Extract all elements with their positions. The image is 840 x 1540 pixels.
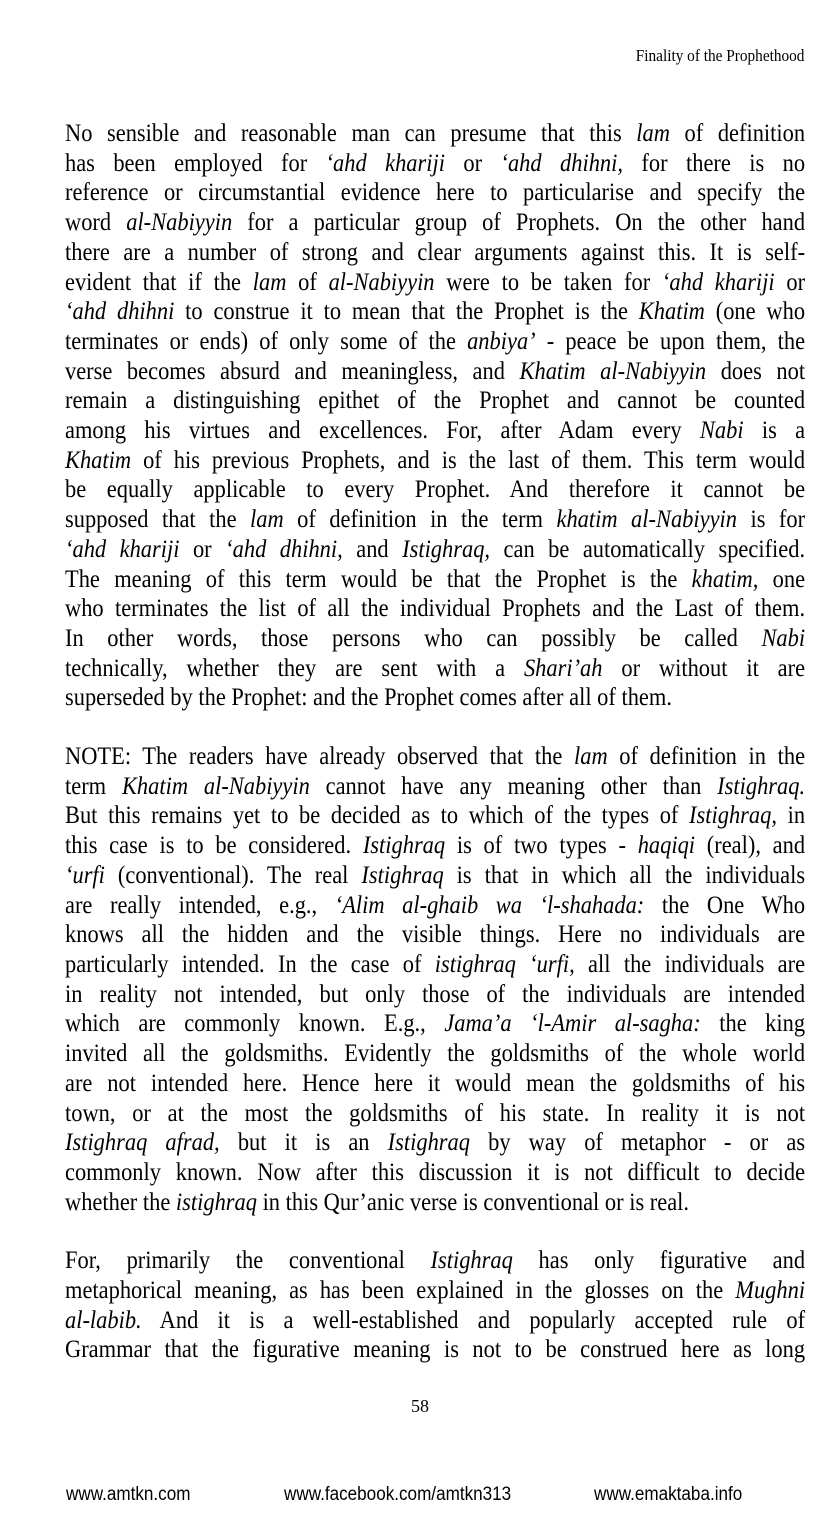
text-run: or xyxy=(444,147,501,177)
text-run: supposed that the xyxy=(65,504,251,534)
text-run: But this remains yet to be decided as to which of the types of xyxy=(65,800,690,830)
text-run: were to be taken for xyxy=(434,266,662,296)
text-run: there are a number of strong and clear arguments against this. It is self- xyxy=(65,236,806,266)
text-run: evident that if the xyxy=(65,266,253,296)
text-line xyxy=(65,949,805,979)
text-line xyxy=(65,1038,805,1068)
italic-term: lam xyxy=(252,266,287,296)
text-run: whether the xyxy=(65,1186,176,1216)
text-run: in this Qur’anic verse is conventional or is real. xyxy=(256,1186,690,1216)
text-run: is that in which all the individuals xyxy=(443,859,806,889)
text-run: of his previous Prophets, and is the last of them. This term would xyxy=(131,444,806,474)
text-line xyxy=(65,1127,805,1157)
text-run: can be automatically specified. xyxy=(490,533,806,563)
text-run: has been employed for xyxy=(65,147,326,177)
text-line xyxy=(65,1098,805,1128)
italic-term: Istighraq xyxy=(430,1245,513,1275)
text-run: or xyxy=(774,266,806,296)
text-line xyxy=(65,979,805,1009)
italic-term: Istighraq xyxy=(387,1127,470,1157)
italic-term: Istighraq, xyxy=(402,533,491,563)
italic-term: lam xyxy=(250,504,284,534)
text-run: cannot have any meaning other than xyxy=(309,770,718,800)
italic-term: Istighraq afrad, xyxy=(65,1127,220,1157)
text-run: invited all the goldsmiths. Evidently the goldsmiths of the whole world xyxy=(65,1038,806,1068)
text-run: who terminates the list of all the individual Prophets and the Last of them. xyxy=(65,593,806,623)
text-run: the One Who xyxy=(644,889,806,919)
italic-term: Mughni xyxy=(735,1275,806,1305)
text-run: No sensible and reasonable man can presume that this xyxy=(65,118,637,147)
text-line xyxy=(65,118,805,148)
text-run: which are commonly known. E.g., xyxy=(65,1008,445,1038)
italic-term: al-labib. xyxy=(65,1304,142,1334)
text-run: - peace be upon them, the xyxy=(535,325,806,355)
text-run: for there is no xyxy=(623,147,806,177)
text-run: of definition in the xyxy=(607,741,806,771)
text-line xyxy=(65,445,805,475)
text-run: NOTE: The readers have already observed that the xyxy=(65,741,574,771)
text-run: and xyxy=(342,533,403,563)
italic-term: Khatim xyxy=(65,444,132,474)
text-run: reference or circumstantial evidence here to particularise and specify the xyxy=(65,177,806,207)
paragraph xyxy=(65,1245,805,1364)
body-text xyxy=(65,118,805,1393)
italic-term: khatim, xyxy=(691,563,759,593)
text-run: superseded by the Prophet: and the Prophet comes after all of them. xyxy=(65,682,672,712)
text-run: of xyxy=(286,266,329,296)
text-line xyxy=(65,593,805,623)
text-run: technically, whether they are sent with a xyxy=(65,652,524,682)
italic-term: al-Nabiyyin xyxy=(328,266,435,296)
text-line xyxy=(65,564,805,594)
text-line xyxy=(65,474,805,504)
footer-link-amtkn[interactable]: www.amtkn.com xyxy=(66,1484,191,1505)
text-line xyxy=(65,1305,805,1335)
text-line xyxy=(65,1157,805,1187)
italic-term: ‘ahd khariji xyxy=(661,266,775,296)
text-run: word xyxy=(65,207,127,237)
text-run: are not intended here. Hence here it would mean the goldsmiths of his xyxy=(65,1067,806,1097)
text-line xyxy=(65,356,805,386)
text-run: (conventional). The real xyxy=(104,859,362,889)
italic-term: ‘ahd dhihni xyxy=(65,296,175,326)
text-run: is of two types - xyxy=(445,830,638,860)
text-line xyxy=(65,415,805,445)
text-line xyxy=(65,682,805,712)
text-run: is for xyxy=(736,504,806,534)
text-line xyxy=(65,830,805,860)
footer-link-facebook[interactable]: www.facebook.com/amtkn313 xyxy=(284,1484,512,1505)
text-line xyxy=(65,267,805,297)
footer-link-emaktaba[interactable]: www.emaktaba.info xyxy=(594,1484,743,1505)
text-line xyxy=(65,741,805,771)
italic-term: Shari’ah xyxy=(523,652,603,682)
text-line xyxy=(65,653,805,683)
running-header: Finality of the Prophethood xyxy=(635,46,804,65)
text-line xyxy=(65,800,805,830)
text-line xyxy=(65,296,805,326)
italic-term: Khatim al-Nabiyyin xyxy=(519,355,707,385)
text-run: Grammar that the figurative meaning is not to be construed here as long xyxy=(65,1334,806,1364)
italic-term: Jama’a ‘l-Amir al-sagha: xyxy=(444,1008,701,1038)
italic-term: ‘Alim al-ghaib wa ‘l-shahada: xyxy=(334,889,645,919)
text-run: be equally applicable to every Prophet. And therefore it cannot be xyxy=(65,474,806,504)
text-line xyxy=(65,385,805,415)
italic-term: istighraq xyxy=(175,1186,257,1216)
text-run: (one who xyxy=(704,296,806,326)
text-run: the king xyxy=(700,1008,806,1038)
italic-term: haqiqi xyxy=(637,830,696,860)
text-run: verse becomes absurd and meaningless, and xyxy=(65,355,520,385)
italic-term: Istighraq, xyxy=(689,800,777,830)
text-line xyxy=(65,148,805,178)
text-run: And it is a well-established and popularly accepted rule of xyxy=(141,1304,806,1334)
text-run: to construe it to mean that the Prophet is the xyxy=(174,296,639,326)
text-run: or without it are xyxy=(602,652,806,682)
paragraph xyxy=(65,118,805,712)
text-run: remain a distinguishing epithet of the Prophet and cannot be counted xyxy=(65,385,806,415)
text-run: or xyxy=(179,533,226,563)
text-run: has only figurative and xyxy=(512,1245,806,1275)
italic-term: ‘urfi xyxy=(65,859,105,889)
text-line xyxy=(65,623,805,653)
text-run: commonly known. Now after this discussion it is not difficult to decide xyxy=(65,1156,806,1186)
text-run: (real), and xyxy=(695,830,806,860)
italic-term: al-Nabiyyin xyxy=(126,207,233,237)
text-run: terminates or ends) of only some of the xyxy=(65,325,468,355)
page-number: 58 xyxy=(411,1396,429,1416)
italic-term: Khatim al-Nabiyyin xyxy=(121,770,310,800)
text-run: by way of metaphor - or as xyxy=(469,1127,806,1157)
text-run: metaphorical meaning, as has been explained in the glosses on the xyxy=(65,1275,736,1305)
text-run: term xyxy=(65,770,122,800)
italic-term: Nabi xyxy=(699,415,744,445)
text-line xyxy=(65,504,805,534)
text-line xyxy=(65,1008,805,1038)
text-line xyxy=(65,1275,805,1305)
italic-term: ‘ahd dhihni, xyxy=(225,533,343,563)
text-run: of definition in the term xyxy=(283,504,557,534)
text-run: particularly intended. In the case of xyxy=(65,948,435,978)
text-run: this case is to be considered. xyxy=(65,830,363,860)
italic-term: khatim al-Nabiyyin xyxy=(556,504,737,534)
text-line xyxy=(65,919,805,949)
paragraph xyxy=(65,741,805,1216)
text-run: all the individuals are xyxy=(574,948,806,978)
text-line xyxy=(65,177,805,207)
italic-term: lam xyxy=(636,118,670,147)
text-line xyxy=(65,326,805,356)
text-run: in reality not intended, but only those of the individuals are intended xyxy=(65,978,806,1008)
italic-term: Istighraq. xyxy=(717,770,806,800)
italic-term: ‘ahd khariji xyxy=(65,533,180,563)
text-run: is a xyxy=(743,415,806,445)
text-run: among his virtues and excellences. For, after Adam every xyxy=(65,415,700,445)
text-run: are really intended, e.g., xyxy=(65,889,335,919)
italic-term: Istighraq xyxy=(361,859,444,889)
text-run: For, primarily the conventional xyxy=(65,1245,431,1275)
text-line xyxy=(65,1334,805,1364)
italic-term: Nabi xyxy=(761,622,806,652)
text-line xyxy=(65,1245,805,1275)
text-run: but it is an xyxy=(219,1127,388,1157)
text-run: does not xyxy=(706,355,806,385)
italic-term: anbiya’ xyxy=(467,325,536,355)
text-line xyxy=(65,1068,805,1098)
text-run: The meaning of this term would be that the Prophet is the xyxy=(65,563,692,593)
text-run: town, or at the most the goldsmiths of his state. In reality it is not xyxy=(65,1097,806,1127)
italic-term: Khatim xyxy=(638,296,705,326)
text-line xyxy=(65,237,805,267)
text-line xyxy=(65,890,805,920)
italic-term: ‘ahd khariji xyxy=(325,147,445,177)
italic-term: ‘ahd dhihni, xyxy=(500,147,624,177)
italic-term: Istighraq xyxy=(362,830,446,860)
italic-term: istighraq ‘urfi, xyxy=(434,948,575,978)
text-run: knows all the hidden and the visible things. Here no individuals are xyxy=(65,919,806,949)
text-run: In other words, those persons who can possibly be called xyxy=(65,622,762,652)
text-line xyxy=(65,771,805,801)
text-run: of definition xyxy=(669,118,806,147)
text-line xyxy=(65,860,805,890)
text-line xyxy=(65,207,805,237)
text-line xyxy=(65,534,805,564)
italic-term: lam xyxy=(573,741,608,771)
text-line xyxy=(65,1187,805,1217)
text-run: in xyxy=(776,800,806,830)
text-run: for a particular group of Prophets. On the other hand xyxy=(232,207,806,237)
text-run: one xyxy=(758,563,806,593)
